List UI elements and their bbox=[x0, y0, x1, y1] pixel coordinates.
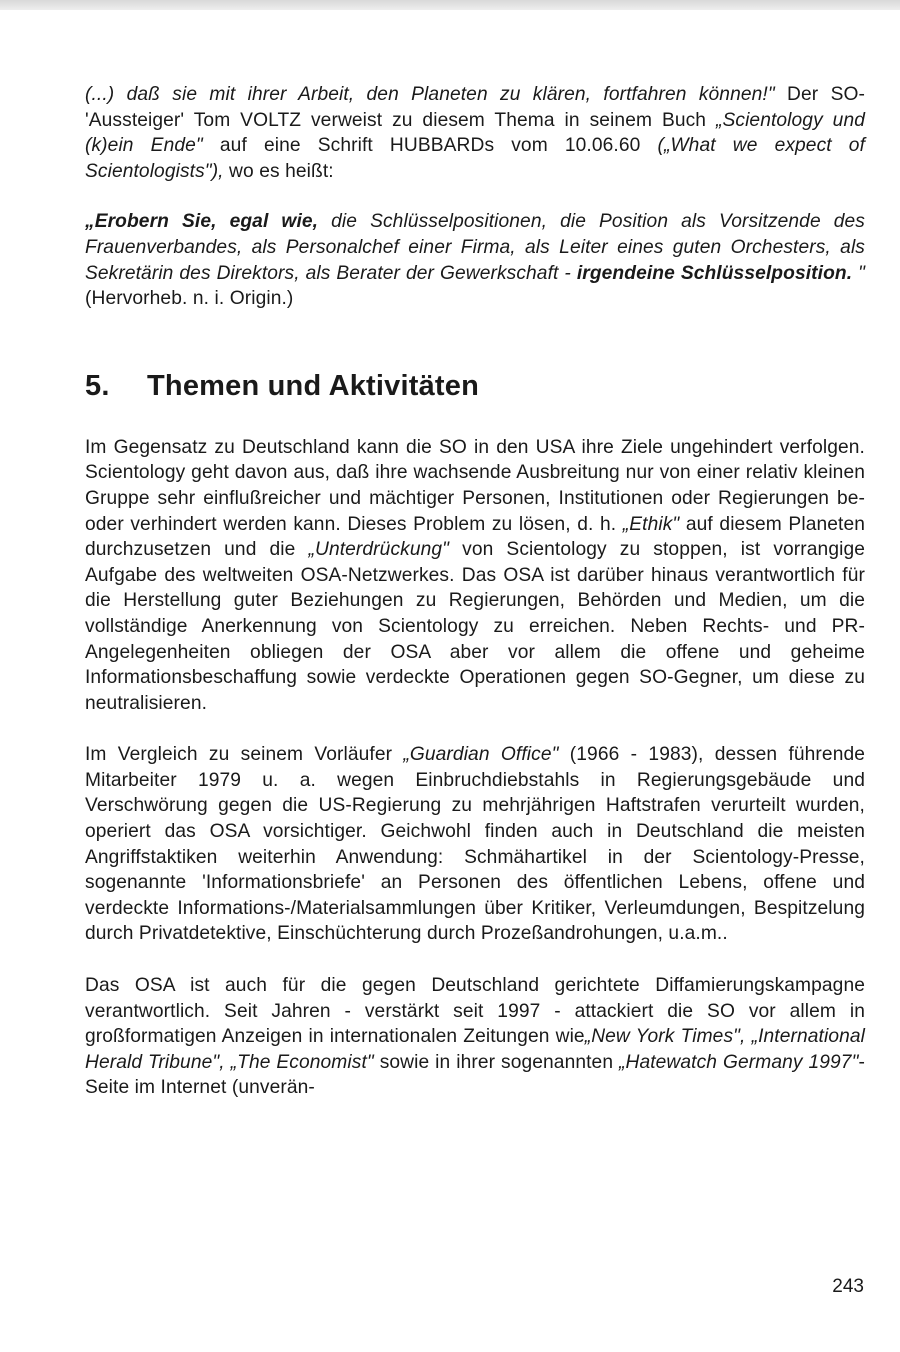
hatewatch-title: „Hatewatch Germany 1997" bbox=[619, 1051, 859, 1073]
source-title: („What we expect of Scientologists"), bbox=[85, 135, 865, 182]
scan-top-edge bbox=[0, 0, 900, 10]
section-title: Themen und Aktivitäten bbox=[147, 369, 480, 402]
quote-bold-end: irgendeine Schlüsselposition. bbox=[576, 262, 853, 284]
quote-text: die Schlüsselpositionen, die Position als Vorsitzende des Frauenverbandes, als Personalchef einer Firma, als Leiter eines guten Orchesters, als Sekretärin des Direktors, als Berater der Gewerkschaft - bbox=[85, 211, 866, 284]
paragraph-3 bbox=[85, 973, 865, 1101]
intro-text-3: wo es heißt: bbox=[223, 160, 334, 182]
paragraph-2 bbox=[85, 742, 865, 947]
p2-text-a: Im Vergleich zu seinem Vorläufer bbox=[85, 744, 404, 766]
emphasis-note: (Hervorheb. n. i. Origin.) bbox=[85, 288, 294, 310]
p1-text-e: von Scientology zu stoppen, ist vorrangige Aufgabe des weltweiten OSA-Netzwerkes. Das OSA ist darüber hinaus verantwortlich für die Herstellung guter Beziehungen zu Regierungen, Behörden und Medien, um die vollständige Anerkennung von Scientology zu erreichen. Neben Rechts- und PR-Angelegenheiten obliegen der OSA aber vor allem die offene und geheime Informationsbeschaffung sowie verdeckte Operationen gegen SO-Gegner, um diese zu neutralisieren. bbox=[85, 539, 865, 714]
p3-text-e: -Seite im Internet (unverän- bbox=[85, 1051, 865, 1099]
section-number: 5. bbox=[85, 369, 110, 402]
guardian-office-term: „Guardian Office" bbox=[403, 744, 559, 766]
newspaper-titles: „New York Times", „International Herald Tribune", „The Economist" bbox=[85, 1026, 866, 1073]
p1-text-c: auf diesem Planeten durchzusetzen und die bbox=[85, 513, 865, 561]
quote-bold-start: „Erobern Sie, egal wie, bbox=[85, 211, 319, 233]
intro-text: Der SO-'Aussteiger' Tom VOLTZ verweist zu diesem Thema in seinem Buch bbox=[85, 84, 865, 131]
unterdrueckung-term: „Unterdrückung" bbox=[308, 539, 450, 561]
section-heading bbox=[85, 370, 865, 403]
p3-text-c: sowie in ihrer sogenannten bbox=[373, 1051, 620, 1073]
paragraph-1 bbox=[85, 435, 865, 717]
p3-text-a: Das OSA ist auch für die gegen Deutschland gerichtete Diffamierungskampagne verantwortlich. Seit Jahren - verstärkt seit 1997 - attackiert die SO vor allem in großformatigen Anzeigen in internationalen Zeitungen wie bbox=[85, 975, 865, 1048]
document-page bbox=[85, 82, 865, 1127]
page-number: 243 bbox=[832, 1276, 864, 1297]
book-title: „Scientology und (k)ein Ende" bbox=[85, 109, 865, 157]
intro-text-2: auf eine Schrift HUBBARDs vom 10.06.60 bbox=[202, 135, 658, 157]
quote-close: " bbox=[852, 262, 865, 284]
block-quote bbox=[85, 209, 865, 311]
intro-quote-end: (...) daß sie mit ihrer Arbeit, den Planeten zu klären, fortfahren können!" bbox=[85, 84, 775, 105]
p2-text-c: (1966 - 1983), dessen führende Mitarbeiter 1979 u. a. wegen Einbruchdiebstahls in Regierungsgebäude und Verschwörung gegen die US-Regierung zu mehrjährigen Haftstrafen verurteilt wurden, operiert das OSA vorsichtiger. Geichwohl finden auch in Deutschland die meisten Angriffstaktiken weiterhin Anwendung: Schmähartikel in der Scientology-Presse, sogenannte 'Informationsbriefe' an Personen des öffentlichen Lebens, offene und verdeckte Informations-/Materialsammlungen über Kritiker, Verleumdungen, Bespitzelung durch Privatdetektive, Einschüchterung durch Prozeßandrohungen, u.a.m.. bbox=[85, 744, 866, 945]
p1-text-a: Im Gegensatz zu Deutschland kann die SO in den USA ihre Ziele ungehindert verfolgen. Scientology geht davon aus, daß ihre wachsende Ausbreitung nur von einer relativ kleinen Gruppe sehr einflußreicher und mächtiger Personen, Institutionen oder Regierungen be- oder verhindert werden kann. Dieses Problem zu lösen, d. h. bbox=[85, 436, 865, 535]
intro-paragraph bbox=[85, 82, 865, 184]
ethik-term: „Ethik" bbox=[622, 513, 680, 535]
